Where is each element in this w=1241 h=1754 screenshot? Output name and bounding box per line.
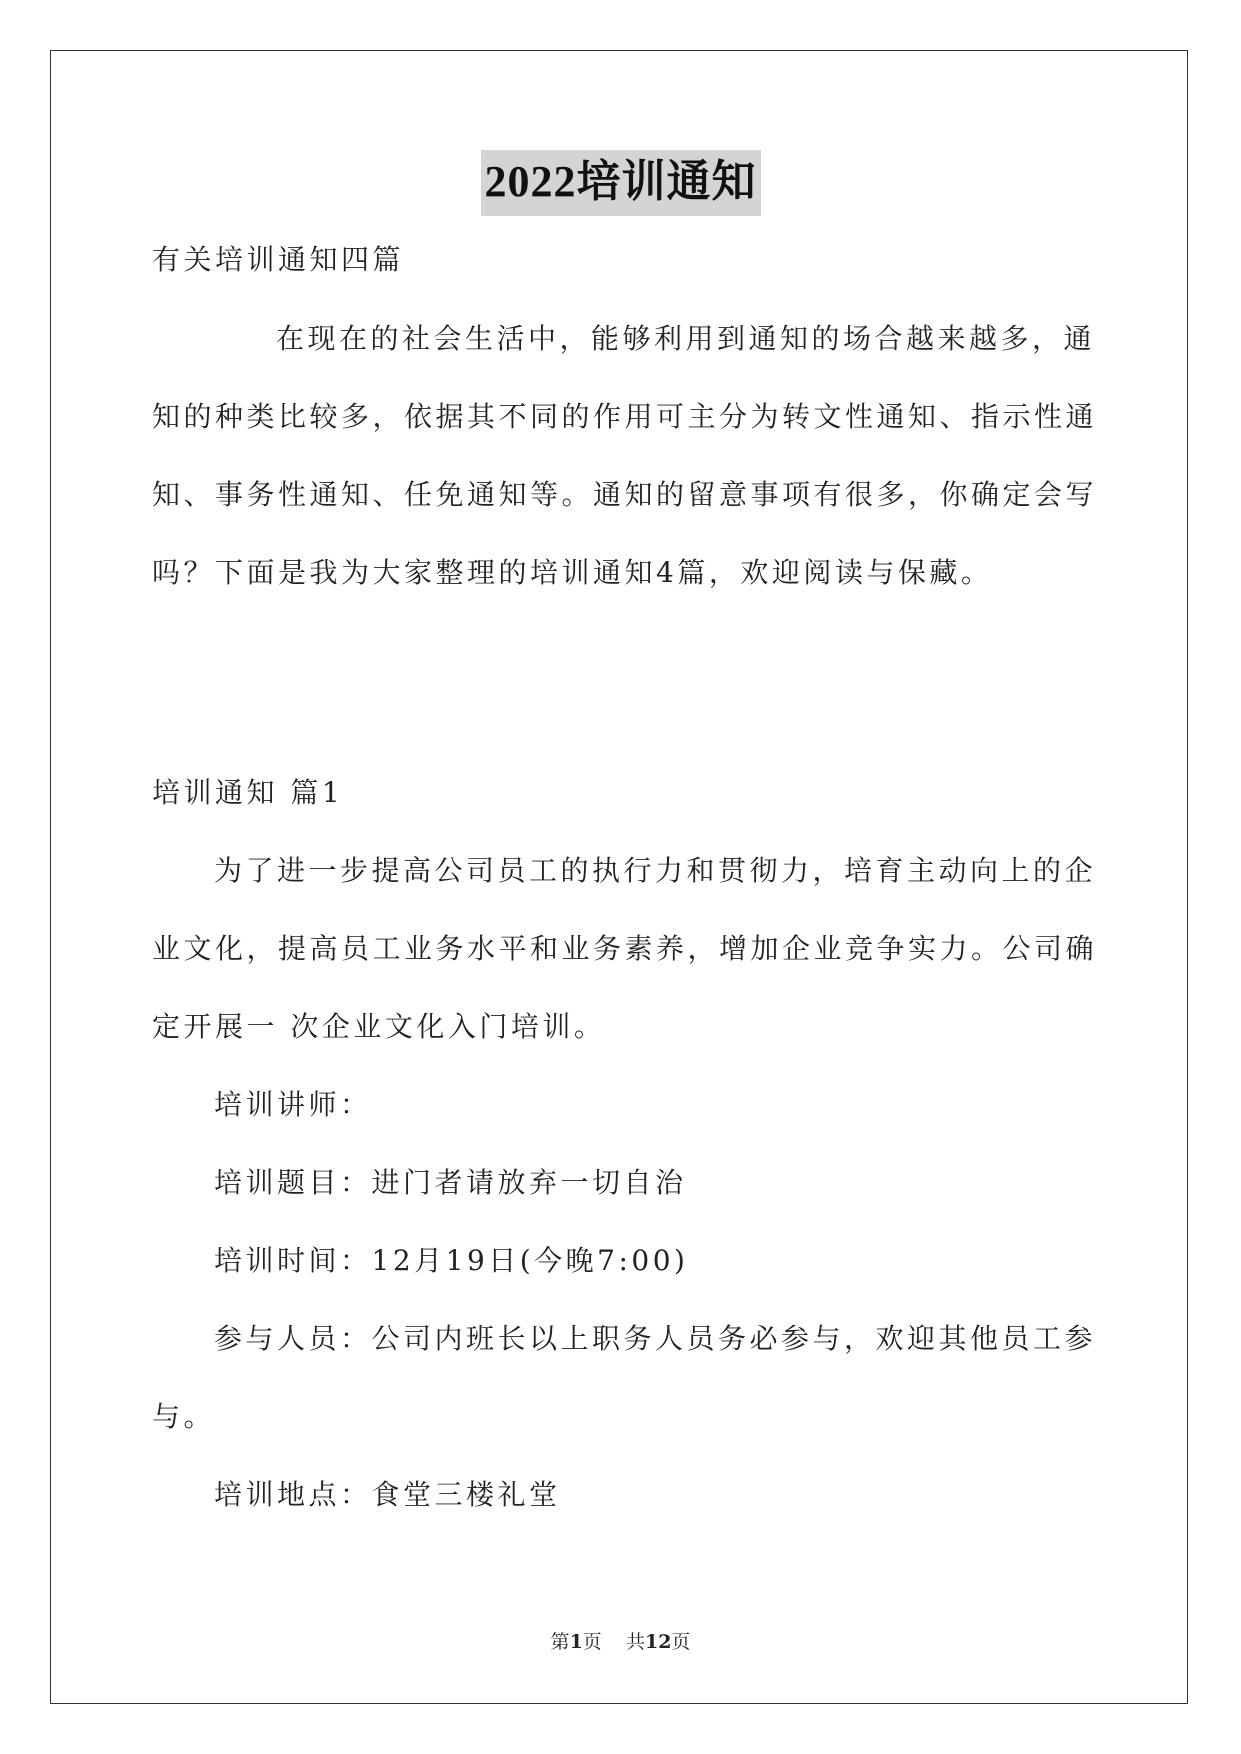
footer-page-mid: 页 共 xyxy=(582,1631,645,1653)
footer-page-suffix: 页 xyxy=(671,1631,691,1653)
section-para-line-1: 为了进一步提高公司员工的执行力和贯彻力，培育主动向上的企 xyxy=(214,854,1097,887)
footer-page-current: 1 xyxy=(569,1631,583,1653)
time-line: 培训时间：12月19日(今晚7:00) xyxy=(214,1244,689,1277)
intro-line-4: 吗？下面是我为大家整理的培训通知4篇，欢迎阅读与保藏。 xyxy=(152,556,993,589)
section-heading: 培训通知 篇1 xyxy=(152,776,344,809)
intro-line-2: 知的种类比较多，依据其不同的作用可主分为转文性通知、指示性通 xyxy=(152,400,1098,433)
subtitle: 有关培训通知四篇 xyxy=(152,243,405,276)
attendees-line-2: 与。 xyxy=(152,1400,216,1433)
intro-line-3: 知、事务性通知、任免通知等。通知的留意事项有很多，你确定会写 xyxy=(152,478,1098,511)
trainer-line: 培训讲师： xyxy=(214,1088,372,1121)
attendees-line-1: 参与人员：公司内班长以上职务人员务必参与，欢迎其他员工参 xyxy=(214,1322,1097,1355)
title-wrapper xyxy=(0,150,1241,216)
topic-line: 培训题目：进门者请放弃一切自治 xyxy=(214,1166,687,1199)
footer-page-total: 12 xyxy=(644,1631,672,1653)
page-footer xyxy=(0,1627,1241,1654)
intro-line-1: 在现在的社会生活中，能够利用到通知的场合越来越多，通 xyxy=(276,322,1096,355)
section-para-line-3: 定开展一 次企业文化入门培训。 xyxy=(152,1010,606,1043)
document-title: 2022培训通知 xyxy=(481,150,761,216)
section-para-line-2: 业文化，提高员工业务水平和业务素养，增加企业竞争实力。公司确 xyxy=(152,932,1098,965)
location-line: 培训地点：食堂三楼礼堂 xyxy=(214,1478,561,1511)
footer-page-prefix: 第 xyxy=(550,1631,570,1653)
